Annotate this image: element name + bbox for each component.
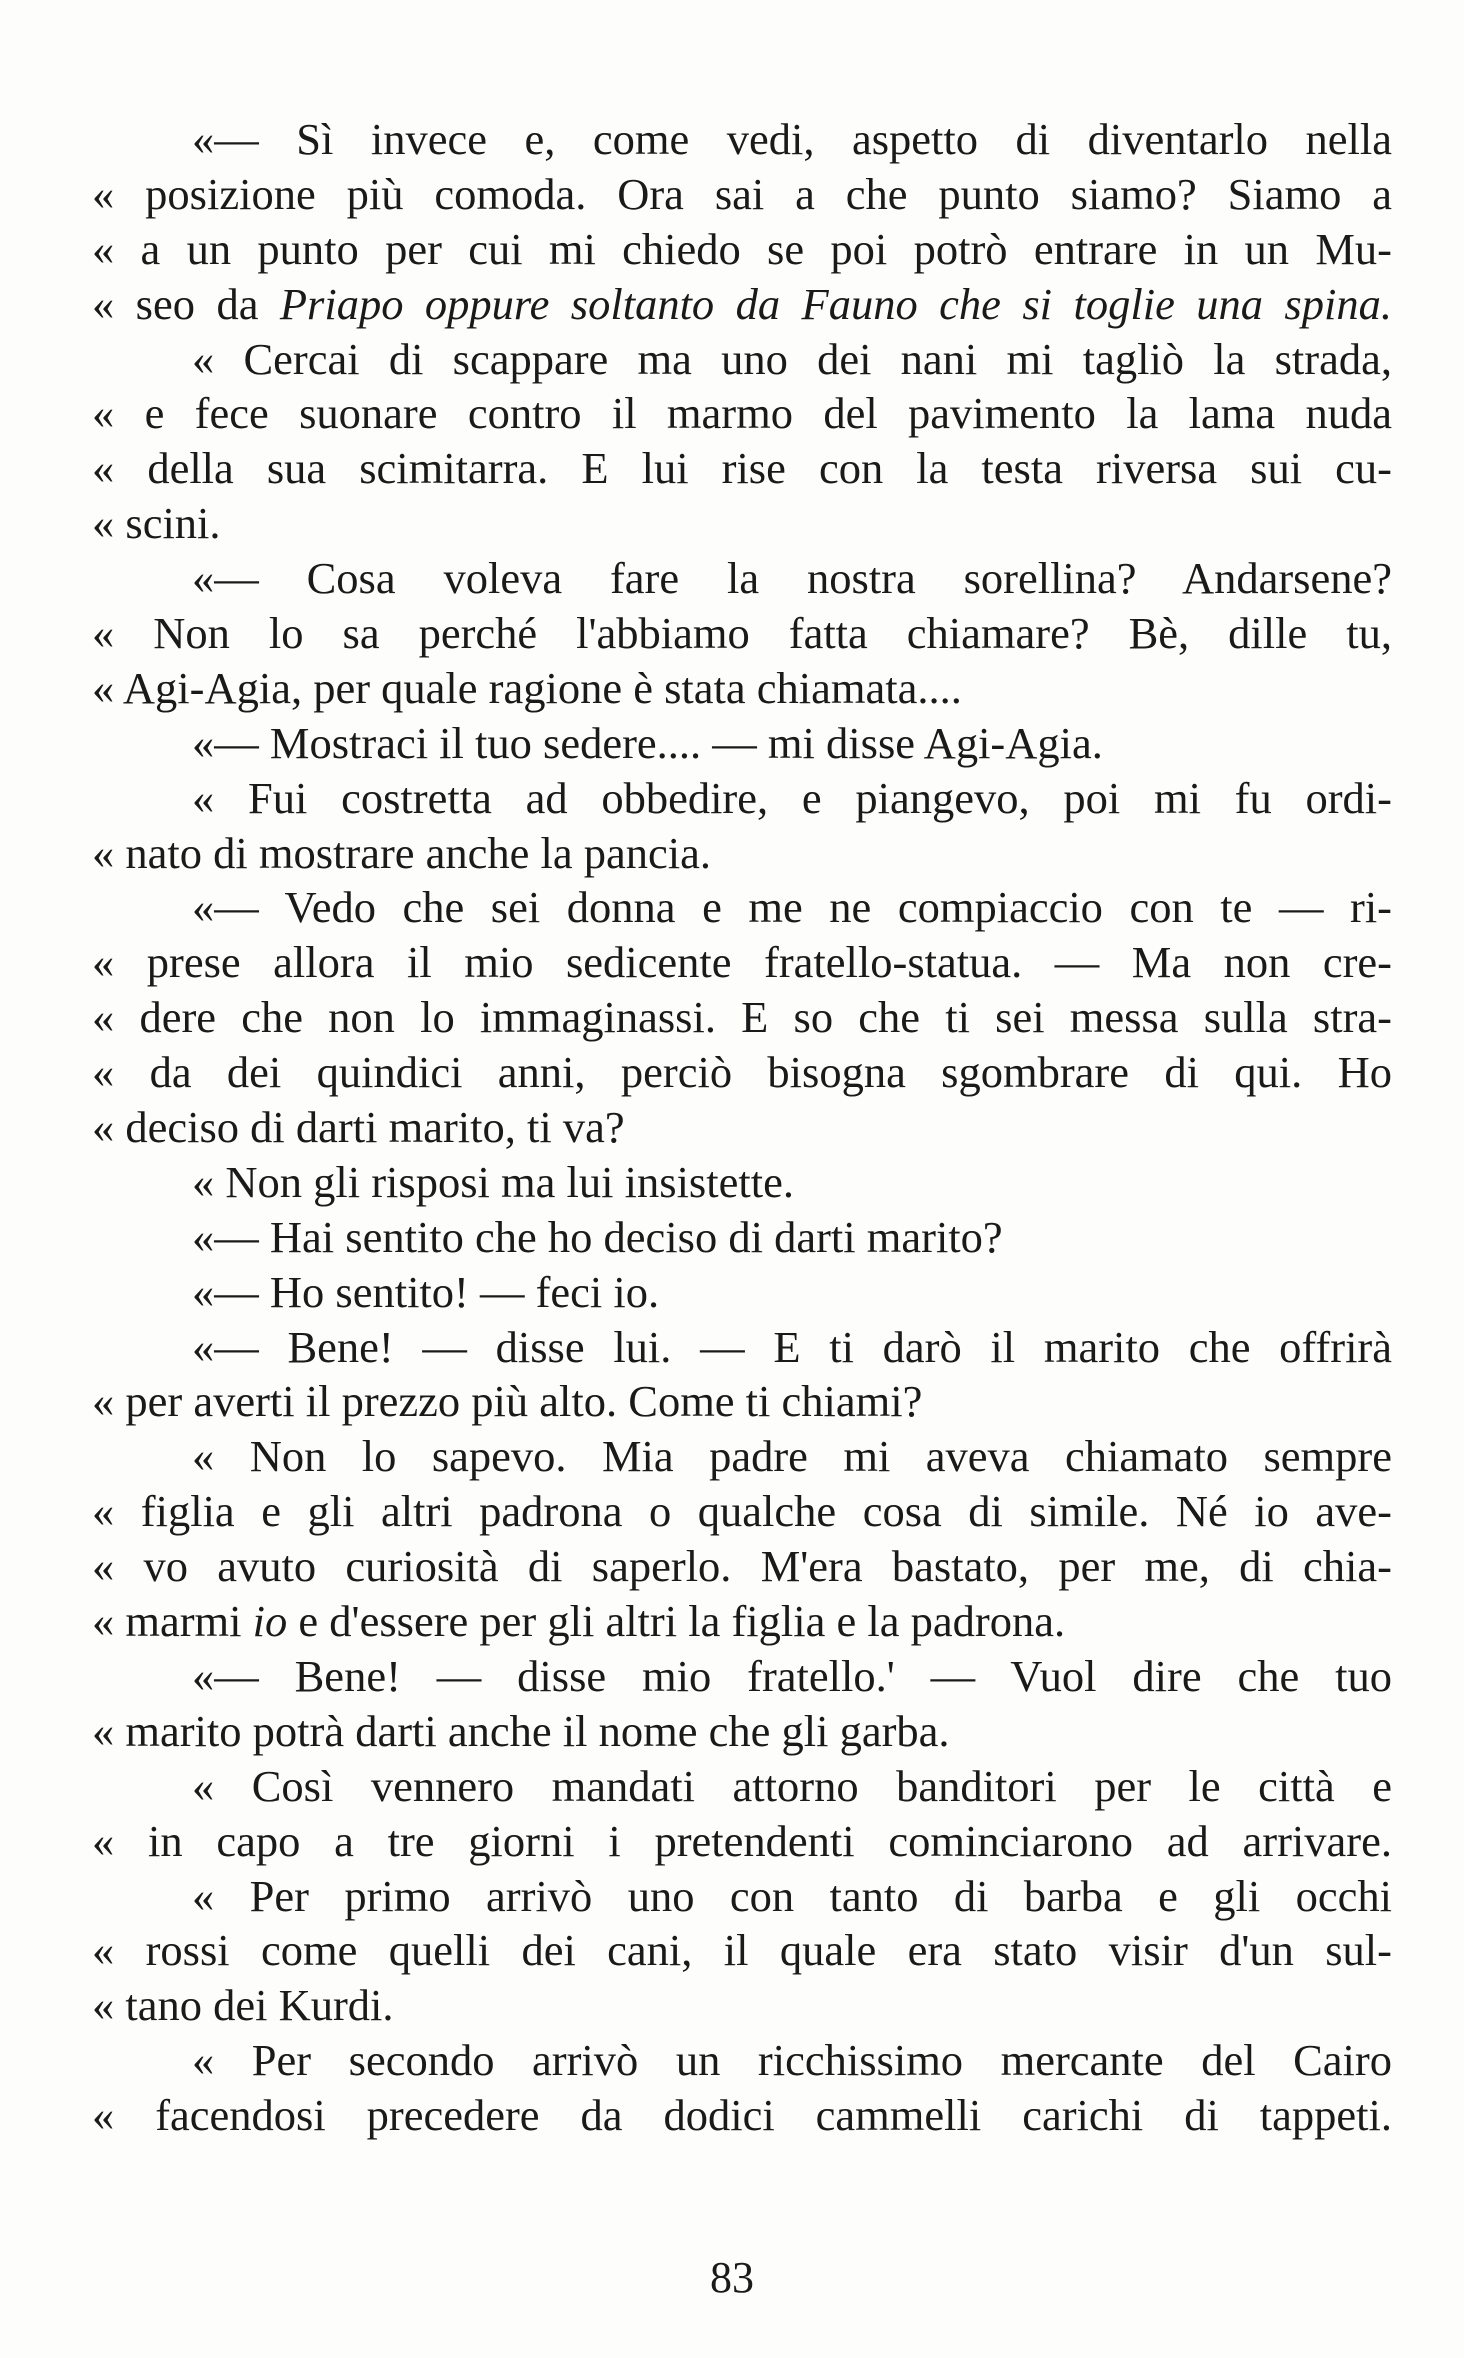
- text-segment: « seo da: [92, 278, 280, 329]
- text-segment: «— Vedo che sei donna e me ne compiaccio con te — ri-: [192, 882, 1392, 933]
- text-line: [92, 1100, 1392, 1155]
- text-line: [92, 606, 1392, 661]
- text-segment: « prese allora il mio sedicente fratello-statua. — Ma non cre-: [92, 937, 1392, 988]
- text-line: [92, 277, 1392, 332]
- text-line: [92, 1759, 1392, 1814]
- text-line: [92, 332, 1392, 387]
- text-segment: e d'essere per gli altri la figlia e la padrona.: [287, 1596, 1066, 1647]
- text-segment: « nato di mostrare anche la pancia.: [92, 827, 712, 878]
- text-line: [92, 826, 1392, 881]
- text-line: [92, 1155, 1392, 1210]
- text-line: [92, 716, 1392, 771]
- text-segment: « facendosi precedere da dodici cammelli carichi di tappeti.: [92, 2090, 1392, 2141]
- text-line: [92, 990, 1392, 1045]
- text-segment: « da dei quindici anni, perciò bisogna sgombrare di qui. Ho: [92, 1047, 1392, 1098]
- text-line: [92, 496, 1392, 551]
- text-line: [92, 935, 1392, 990]
- text-segment: « marmi: [92, 1596, 253, 1647]
- text-segment: « vo avuto curiosità di saperlo. M'era bastato, per me, di chia-: [92, 1541, 1392, 1592]
- text-segment: « Così vennero mandati attorno banditori per le città e: [192, 1760, 1392, 1811]
- text-segment: «— Cosa voleva fare la nostra sorellina? Andarsene?: [192, 553, 1392, 604]
- text-segment: « Non lo sapevo. Mia padre mi aveva chiamato sempre: [192, 1431, 1392, 1482]
- text-line: [92, 2088, 1392, 2143]
- text-segment: « rossi come quelli dei cani, il quale era stato visir d'un sul-: [92, 1925, 1392, 1976]
- text-line: [92, 1539, 1392, 1594]
- text-segment: « deciso di darti marito, ti va?: [92, 1102, 625, 1153]
- text-segment: « Non lo sa perché l'abbiamo fatta chiamare? Bè, dille tu,: [92, 608, 1392, 659]
- text-line: [92, 1869, 1392, 1924]
- text-segment: «— Bene! — disse lui. — E ti darò il marito che offrirà: [192, 1321, 1392, 1372]
- text-line: [92, 880, 1392, 935]
- text-segment: « in capo a tre giorni i pretendenti cominciarono ad arrivare.: [92, 1815, 1392, 1866]
- text-line: [92, 1484, 1392, 1539]
- text-segment: «— Ho sentito! — feci io.: [192, 1266, 660, 1317]
- text-segment: « figlia e gli altri padrona o qualche cosa di simile. Né io ave-: [92, 1486, 1392, 1537]
- italic-text: io: [252, 1596, 288, 1647]
- text-segment: « Per secondo arrivò un ricchissimo mercante del Cairo: [192, 2035, 1392, 2086]
- italic-text: Priapo oppure soltanto da Fauno che si toglie una spina.: [279, 278, 1392, 329]
- text-line: [92, 1594, 1392, 1649]
- text-segment: « e fece suonare contro il marmo del pavimento la lama nuda: [92, 388, 1392, 439]
- text-segment: « marito potrà darti anche il nome che gli garba.: [92, 1705, 950, 1756]
- text-line: [92, 1923, 1392, 1978]
- text-segment: « Fui costretta ad obbedire, e piangevo, poi mi fu ordi-: [192, 772, 1392, 823]
- text-line: [92, 1374, 1392, 1429]
- body-text: [92, 112, 1392, 2143]
- text-segment: « per averti il prezzo più alto. Come ti chiami?: [92, 1376, 923, 1427]
- text-segment: «— Bene! — disse mio fratello.' — Vuol dire che tuo: [192, 1650, 1392, 1701]
- text-segment: « a un punto per cui mi chiedo se poi potrò entrare in un Mu-: [92, 223, 1392, 274]
- text-line: [92, 551, 1392, 606]
- text-segment: « Non gli risposi ma lui insistette.: [192, 1156, 794, 1207]
- text-line: [92, 1814, 1392, 1869]
- text-segment: « tano dei Kurdi.: [92, 1980, 394, 2031]
- text-segment: « Agi-Agia, per quale ragione è stata chiamata....: [92, 662, 962, 713]
- text-line: [92, 112, 1392, 167]
- text-segment: « della sua scimitarra. E lui rise con la testa riversa sui cu-: [92, 443, 1392, 494]
- text-segment: « Per primo arrivò uno con tanto di barba e gli occhi: [192, 1870, 1392, 1921]
- text-line: [92, 1978, 1392, 2033]
- text-line: [92, 386, 1392, 441]
- text-line: [92, 441, 1392, 496]
- text-line: [92, 1265, 1392, 1320]
- text-segment: « dere che non lo immaginassi. E so che ti sei messa sulla stra-: [92, 992, 1392, 1043]
- text-line: [92, 661, 1392, 716]
- text-segment: « posizione più comoda. Ora sai a che punto siamo? Siamo a: [92, 168, 1392, 219]
- text-line: [92, 771, 1392, 826]
- text-segment: «— Sì invece e, come vedi, aspetto di diventarlo nella: [192, 114, 1392, 164]
- text-line: [92, 1704, 1392, 1759]
- text-line: [92, 167, 1392, 222]
- text-segment: «— Hai sentito che ho deciso di darti marito?: [192, 1211, 1003, 1262]
- page-number: 83: [710, 2253, 754, 2302]
- text-segment: « Cercai di scappare ma uno dei nani mi tagliò la strada,: [192, 333, 1392, 384]
- text-line: [92, 2033, 1392, 2088]
- text-line: [92, 1210, 1392, 1265]
- text-line: [92, 1429, 1392, 1484]
- text-line: [92, 1320, 1392, 1375]
- text-line: [92, 222, 1392, 277]
- text-line: [92, 1649, 1392, 1704]
- text-segment: « scini.: [92, 498, 221, 549]
- text-line: [92, 1045, 1392, 1100]
- text-segment: «— Mostraci il tuo sedere.... — mi disse Agi-Agia.: [192, 717, 1103, 768]
